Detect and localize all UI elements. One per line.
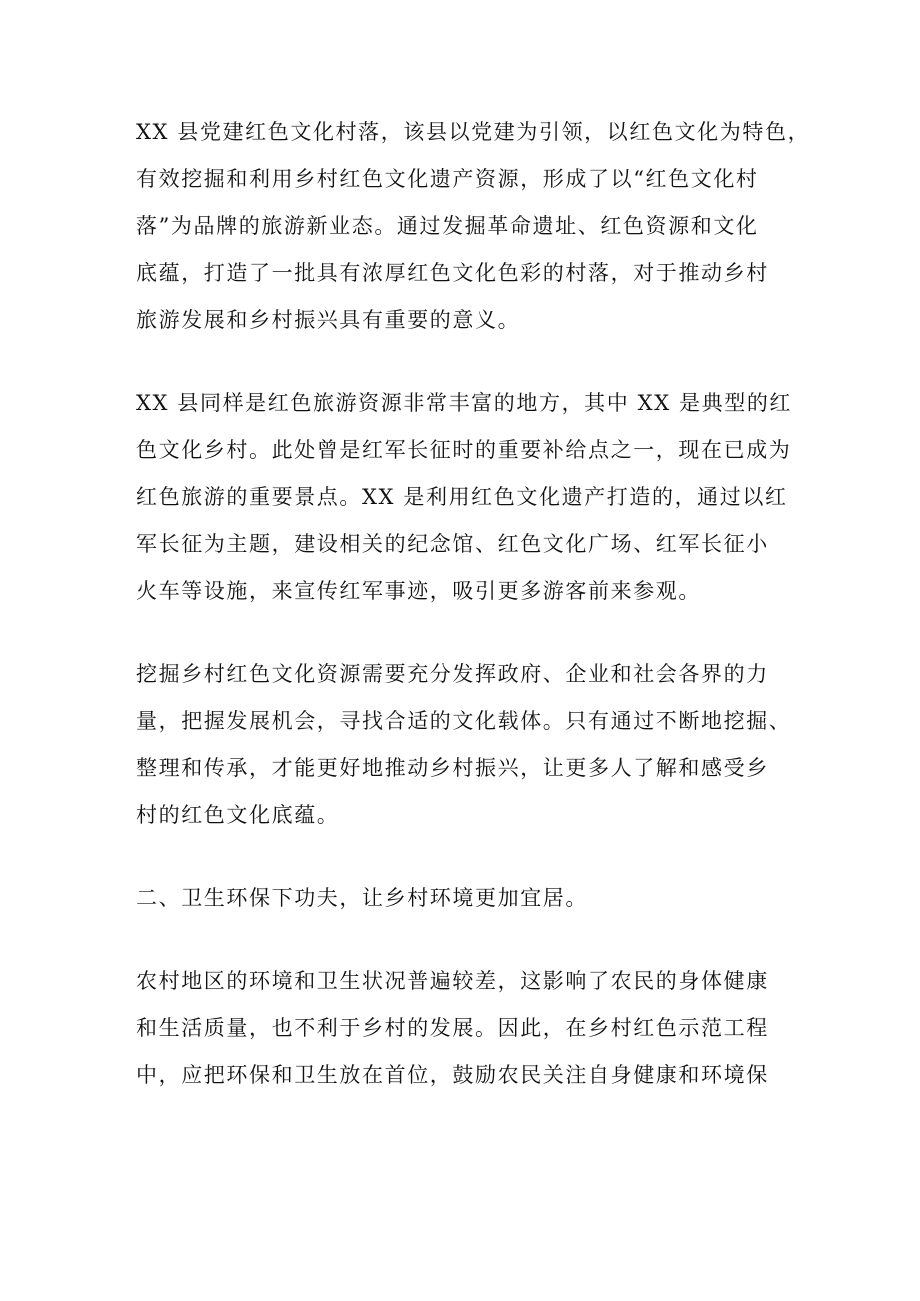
document-body <box>136 109 811 1135</box>
text-line: 红色旅游的重要景点。XX 是利用红色文化遗产打造的，通过以红 <box>136 485 788 509</box>
heading-line: 二、卫生环保下功夫，让乡村环境更加宜居。 <box>136 886 588 910</box>
text-line: 有效挖掘和利用乡村红色文化遗产资源，形成了以“红色文化村 <box>136 167 759 191</box>
text-line: 村的红色文化底蕴。 <box>136 803 340 827</box>
text-line: 量，把握发展机会，寻找合适的文化载体。只有通过不断地挖掘、 <box>136 709 792 733</box>
text-line: 中，应把环保和卫生放在首位，鼓励农民关注自身健康和环境保 <box>136 1063 769 1087</box>
section-heading-hygiene <box>136 875 806 922</box>
paragraph-rural-environment <box>136 958 806 1099</box>
text-line: 和生活质量，也不利于乡村的发展。因此，在乡村红色示范工程 <box>136 1016 769 1040</box>
text-line: 落”为品牌的旅游新业态。通过发掘革命遗址、红色资源和文化 <box>136 214 759 238</box>
text-line: 色文化乡村。此处曾是红军长征时的重要补给点之一，现在已成为 <box>136 438 792 462</box>
text-line: 底蕴，打造了一批具有浓厚红色文化色彩的村落，对于推动乡村 <box>136 261 769 285</box>
text-line: 挖掘乡村红色文化资源需要充分发挥政府、企业和社会各界的力 <box>136 662 769 686</box>
text-line: 火车等设施，来宣传红军事迹，吸引更多游客前来参观。 <box>136 579 701 603</box>
text-line: 旅游发展和乡村振兴具有重要的意义。 <box>136 308 521 332</box>
paragraph-red-tourism <box>136 380 806 615</box>
text-line: XX 县同样是红色旅游资源非常丰富的地方，其中 XX 是典型的红 <box>136 391 793 415</box>
text-line: 整理和传承，才能更好地推动乡村振兴，让更多人了解和感受乡 <box>136 756 769 780</box>
paragraph-resource-mining <box>136 651 806 839</box>
text-line: 农村地区的环境和卫生状况普遍较差，这影响了农民的身体健康 <box>136 969 769 993</box>
text-line: 军长征为主题，建设相关的纪念馆、红色文化广场、红军长征小 <box>136 532 769 556</box>
text-line: XX 县党建红色文化村落，该县以党建为引领，以红色文化为特色， <box>136 120 811 144</box>
paragraph-red-culture-village <box>136 109 811 344</box>
